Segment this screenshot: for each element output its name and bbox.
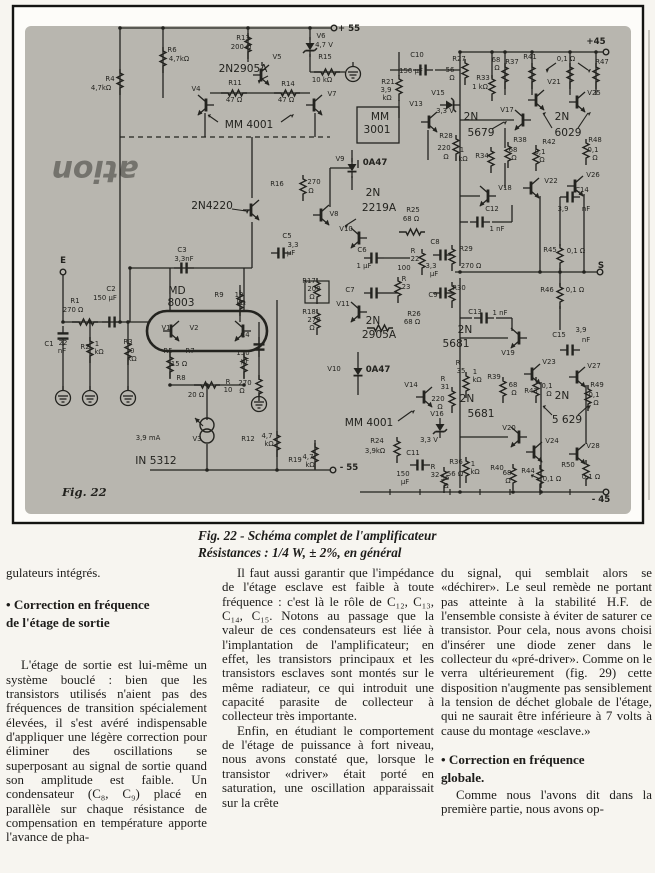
component-label: 1 nF <box>492 309 508 317</box>
junction-dot <box>594 50 598 54</box>
component-label: R <box>430 463 436 471</box>
component-label: S <box>597 261 605 271</box>
junction-dot <box>458 490 462 494</box>
component-label: 68 Ω <box>403 318 421 326</box>
component-label: 220 <box>437 144 451 152</box>
component-label: 0,1 <box>587 146 599 154</box>
component-label: - 45 <box>591 495 611 505</box>
page-edge-artifact <box>648 30 650 500</box>
component-label: 2N <box>457 324 473 336</box>
junction-dot <box>308 26 312 30</box>
component-label: R2 <box>80 343 90 351</box>
component-label: 200 Ω <box>230 43 252 51</box>
body-paragraph: Comme nous l'avons dit dans la première partie, nous avons op- <box>441 788 652 817</box>
component-label: kΩ <box>382 94 392 102</box>
component-label: R30 <box>452 284 466 292</box>
component-label: Ω <box>593 399 599 407</box>
junction-dot <box>558 270 562 274</box>
component-label: 68 Ω <box>402 215 420 223</box>
component-label: 150 µF <box>399 67 423 75</box>
body-paragraph: Enfin, en étudiant le comportement de l'étage de puissance à fort niveau, nous avons constaté que, lorsque le transistor «driver» était porté en saturation, une oscillation apparaissait sur la crête <box>222 723 434 810</box>
component-label: 3001 <box>363 124 391 136</box>
component-label: 8003 <box>167 297 195 309</box>
junction-dot <box>126 320 130 324</box>
component-label: 68 <box>508 146 518 154</box>
junction-dot <box>88 320 92 324</box>
component-label: R16 <box>270 180 284 188</box>
component-label: 3,3 <box>425 262 437 270</box>
component-label: V20 <box>502 424 516 432</box>
component-label: R34 <box>475 152 489 160</box>
junction-dot <box>161 26 165 30</box>
component-label: V10 <box>339 225 353 233</box>
component-label: 2N2905A <box>218 63 268 75</box>
component-label: 220 <box>431 395 445 403</box>
component-label: µF <box>429 270 439 278</box>
component-label: C5 <box>282 232 292 240</box>
junction-dot <box>246 26 250 30</box>
terminal <box>60 269 66 275</box>
component-label: 2N <box>459 393 475 405</box>
component-label: Ω <box>443 153 449 161</box>
component-label: R12 <box>241 435 255 443</box>
component-label: V11 <box>336 300 350 308</box>
component-label: kΩ <box>127 355 137 363</box>
junction-dot <box>539 490 543 494</box>
component-label: C15 <box>552 331 566 339</box>
component-label: MD <box>168 285 186 297</box>
component-label: R39 <box>487 373 501 381</box>
print-showthrough: ation <box>51 153 139 188</box>
body-paragraph: L'étage de sortie est lui-même un système bouclé : bien que les transistors utilisés n'aient pas des fréquences de transition spécialement élevées, il s'est avéré indispensable d'appliquer une légère correction pour éliminer des oscillations se superposant au signal de sortie quand son amplitude est faible. Un condensateur (C₈, C₉) placé en parallèle sur chaque résistance de compensation en température apporte l'avance de pha- <box>6 658 207 845</box>
component-label: R29 <box>459 245 473 253</box>
component-label: R49 <box>590 381 604 389</box>
component-label: C11 <box>406 449 420 457</box>
component-label: V22 <box>544 177 558 185</box>
component-label: V16 <box>430 410 444 418</box>
junction-dot <box>275 468 279 472</box>
component-label: IN 5312 <box>135 455 177 467</box>
component-label: 3,3 <box>287 241 299 249</box>
component-label: kΩ <box>472 376 482 384</box>
component-label: R44 <box>521 467 535 475</box>
component-label: V5 <box>272 53 282 61</box>
component-label: R18 <box>302 308 316 316</box>
component-label: 35 <box>456 367 466 375</box>
component-label: - 55 <box>339 463 359 473</box>
paragraph-continuation: gulateurs intégrés. <box>6 566 101 580</box>
component-label: Ω <box>539 156 545 164</box>
component-label: Ω <box>592 154 598 162</box>
component-label: 0,1 Ω <box>566 247 586 255</box>
component-label: kΩ <box>458 155 468 163</box>
body-paragraph: du signal, qui semblait alors se «déchirer». Le seul remède ne portant pas atteinte à la stabilité H.F. de l'ensemble consiste à éviter de saturer ce transistor. Pour cela, nous avons choisi d'insérer une diode zener dans le collecteur du «pré-driver». Comme on le verra ultérieurement (fig. 29) cette disposition n'augmente pas sensiblement la tension de déchet globale de l'étage, qui ne saurait être inférieure à 7 volts à cause du montage «esclave.» <box>441 566 652 738</box>
component-label: R15 <box>318 53 332 61</box>
junction-dot <box>511 490 515 494</box>
junction-dot <box>61 320 65 324</box>
component-label: 5 629 <box>551 414 583 426</box>
component-label: R50 <box>561 461 575 469</box>
component-label: V3 <box>192 435 202 443</box>
terminal <box>330 467 336 473</box>
component-label: C10 <box>410 51 424 59</box>
component-label: R43 <box>524 387 538 395</box>
component-label: R <box>455 359 461 367</box>
component-label: 4,7 <box>302 453 314 461</box>
component-label: 270 Ω <box>460 262 482 270</box>
component-label: R26 <box>407 310 421 318</box>
component-label: R33 <box>476 74 490 82</box>
component-label: 5679 <box>467 127 495 139</box>
component-label: R24 <box>370 437 384 445</box>
component-label: 2905A <box>361 329 397 341</box>
component-label: 20 Ω <box>187 391 205 399</box>
component-label: 47 Ω <box>277 96 295 104</box>
component-label: C8 <box>430 238 440 246</box>
junction-dot <box>582 270 586 274</box>
component-label: R4 <box>105 75 115 83</box>
component-label: 270 <box>307 178 321 186</box>
component-label: C2 <box>106 285 116 293</box>
component-label: Ω <box>309 293 315 301</box>
component-label: R25 <box>406 206 420 214</box>
component-label: V21 <box>547 78 561 86</box>
component-label: kΩ <box>470 468 480 476</box>
figure-caption <box>198 527 436 561</box>
component-label: 0,1 Ω <box>556 55 576 63</box>
component-label: 4,7 V <box>315 41 333 49</box>
component-label: 200 <box>307 285 321 293</box>
component-label: 0A47 <box>362 158 388 168</box>
caption-line1: Fig. 22 - Schéma complet de l'amplificateur <box>198 528 437 543</box>
component-label: R1 <box>70 297 80 305</box>
heading-line: • Correction en fréquence <box>441 752 585 768</box>
component-label: 32 <box>430 471 440 479</box>
component-label: µF <box>286 249 296 257</box>
component-label: kΩ <box>236 299 246 307</box>
component-label: V14 <box>404 381 418 389</box>
component-label: 10 <box>234 291 244 299</box>
component-label: C14 <box>575 186 589 194</box>
component-label: R13 <box>236 34 250 42</box>
component-label: 2N4220 <box>191 200 233 212</box>
component-label: V18 <box>498 184 512 192</box>
junction-dot <box>538 270 542 274</box>
component-label: R5 <box>163 347 173 355</box>
junction-dot <box>118 26 122 30</box>
component-label: R7 <box>185 347 195 355</box>
component-label: MM <box>370 111 390 123</box>
component-label: MM 4001 <box>224 119 274 131</box>
component-label: + 55 <box>337 24 361 34</box>
component-label: Ω <box>239 387 245 395</box>
component-label: 47 Ω <box>225 96 243 104</box>
component-label: nF <box>581 205 591 213</box>
component-label: 1 <box>472 368 478 376</box>
component-label: MM 4001 <box>344 417 394 429</box>
component-label: C3 <box>177 246 187 254</box>
component-label: 56 <box>445 66 455 74</box>
component-label: C9 <box>428 291 438 299</box>
component-label: 100 <box>397 264 411 272</box>
terminal <box>331 25 337 31</box>
junction-dot <box>568 50 572 54</box>
junction-dot <box>118 320 122 324</box>
component-label: 23 <box>401 283 411 291</box>
caption-line2: Résistances : 1/4 W, ± 2%, en général <box>198 545 402 560</box>
component-label: V26 <box>586 171 600 179</box>
section-heading-output-stage <box>6 596 207 631</box>
component-label: 2N <box>463 111 479 123</box>
component-label: R6 <box>167 46 177 54</box>
component-label: 0,1 Ω <box>542 475 562 483</box>
component-label: 270 <box>238 379 252 387</box>
component-label: 2N <box>554 111 570 123</box>
component-label: 6029 <box>554 127 582 139</box>
text-column-1 <box>6 566 207 845</box>
component-label: R46 <box>540 286 554 294</box>
component-label: 3,9kΩ <box>364 447 386 455</box>
component-label: Ω <box>511 154 517 162</box>
text-column-2 <box>222 566 434 810</box>
component-label: V25 <box>587 89 601 97</box>
component-label: 0,1 Ω <box>565 286 585 294</box>
component-label: 56 <box>440 474 450 482</box>
component-label: V23 <box>542 358 556 366</box>
component-label: V15 <box>431 89 445 97</box>
component-label: R37 <box>505 58 519 66</box>
junction-dot <box>503 50 507 54</box>
component-label: R <box>440 375 446 383</box>
component-label: nF <box>581 336 591 344</box>
component-label: R42 <box>542 138 556 146</box>
section-heading-global-correction <box>441 751 652 786</box>
component-label: C12 <box>485 205 499 213</box>
component-label: 1 <box>94 340 100 348</box>
component-label: 56 Ω <box>446 470 464 478</box>
component-label: 10 <box>223 386 233 394</box>
component-label: R <box>225 378 231 386</box>
component-label: 1 <box>459 146 465 154</box>
component-label: 3,3 V <box>420 436 438 444</box>
component-label: 3,9 <box>575 326 587 334</box>
component-label: E <box>60 256 66 266</box>
component-label: Ω <box>511 389 517 397</box>
heading-line: globale. <box>441 769 485 785</box>
component-label: R3 <box>123 338 133 346</box>
component-label: 3,3 V <box>436 107 454 115</box>
component-label: 3,9 <box>380 86 392 94</box>
component-label: 2219A <box>361 202 397 214</box>
component-label: V6 <box>316 32 326 40</box>
junction-dot <box>205 468 209 472</box>
component-label: µF <box>240 357 250 365</box>
body-paragraph: Il faut aussi garantir que l'impédance de l'étage esclave est faible à toute fréquence : c'est là le rôle de C₁₂, C₁₃, C₁₄, C₁₅. Notons au passage que la valeur de ces condensateurs est liée à l'implantation de l'amplificateur; en effet, les transistors principaux et les transistors esclaves sont montés sur le même radiateur, ce qui introduit une capacité parasite de collecteur à collecteur très importante. <box>222 566 434 724</box>
component-label: R41 <box>523 53 537 61</box>
component-label: R17 <box>302 277 316 285</box>
component-label: Ω <box>505 477 511 485</box>
component-label: V9 <box>335 155 345 163</box>
component-label: 1 nF <box>489 225 505 233</box>
component-label: kΩ <box>264 440 274 448</box>
component-label: 5681 <box>442 338 470 350</box>
component-label: 0,1 <box>534 148 546 156</box>
component-label: 1 <box>470 460 476 468</box>
component-label: Fig. 22 <box>62 485 107 499</box>
component-label: R19 <box>288 456 302 464</box>
component-label: 3,3nF <box>174 255 194 263</box>
junction-dot <box>458 50 462 54</box>
component-label: 22 <box>58 339 68 347</box>
component-label: 68 <box>502 469 512 477</box>
component-label: R27 <box>452 55 466 63</box>
component-label: 3,9 mA <box>135 434 161 442</box>
component-label: 270 Ω <box>62 306 84 314</box>
component-label: R9 <box>214 291 224 299</box>
component-label: 4,7 <box>261 432 273 440</box>
component-label: +45 <box>586 37 606 47</box>
component-label: V2 <box>189 324 199 332</box>
component-label: V1 <box>161 324 171 332</box>
component-label: R <box>410 247 416 255</box>
junction-dot <box>490 50 494 54</box>
component-label: 270 <box>307 316 321 324</box>
junction-dot <box>128 266 132 270</box>
component-label: V17 <box>500 106 514 114</box>
component-label: V19 <box>501 349 515 357</box>
junction-dot <box>458 270 462 274</box>
component-label: C4 <box>240 331 250 339</box>
component-label: 150 <box>236 349 250 357</box>
component-label: Ω <box>546 390 552 398</box>
component-label: kΩ <box>305 461 315 469</box>
component-label: 0,1 <box>541 382 553 390</box>
component-label: R <box>401 275 407 283</box>
component-label: 0,1 <box>588 391 600 399</box>
text-column-3 <box>441 566 652 817</box>
component-label: V4 <box>191 85 201 93</box>
heading-line: de l'étage de sortie <box>6 614 110 630</box>
component-label: Ω <box>443 482 449 490</box>
component-label: 0A47 <box>365 365 391 375</box>
component-label: V8 <box>329 210 339 218</box>
component-label: 4,7kΩ <box>90 84 112 92</box>
component-label: 68 <box>508 381 518 389</box>
component-label: 1 kΩ <box>472 83 488 91</box>
component-label: R21 <box>381 78 395 86</box>
component-label: R40 <box>490 464 504 472</box>
component-label: C6 <box>357 246 367 254</box>
component-label: R45 <box>543 246 557 254</box>
terminal <box>603 49 609 55</box>
component-label: V28 <box>586 442 600 450</box>
component-label: 10 <box>125 347 135 355</box>
component-label: 1 µF <box>356 262 372 270</box>
component-label: 68 <box>491 56 501 64</box>
component-label: 0,1 Ω <box>581 473 601 481</box>
component-label: R48 <box>588 136 602 144</box>
component-label: R36 <box>449 458 463 466</box>
component-label: R38 <box>513 136 527 144</box>
component-label: kΩ <box>94 348 104 356</box>
component-label: C1 <box>44 340 54 348</box>
component-label: R28 <box>439 132 453 140</box>
component-label: nF <box>57 347 67 355</box>
component-label: V27 <box>587 362 601 370</box>
junction-dot <box>168 383 172 387</box>
junction-dot <box>205 383 209 387</box>
component-label: C7 <box>345 286 355 294</box>
component-label: 5681 <box>467 408 495 420</box>
component-label: C13 <box>468 308 482 316</box>
component-label: Ω <box>494 64 500 72</box>
component-label: V10 <box>327 365 341 373</box>
component-label: Ω <box>309 324 315 332</box>
terminal <box>603 489 609 495</box>
component-label: V24 <box>545 437 559 445</box>
component-label: Ω <box>308 187 314 195</box>
component-label: Ω <box>437 403 443 411</box>
component-label: 3,9 <box>557 205 569 213</box>
component-label: R47 <box>595 58 609 66</box>
component-label: 150 µF <box>93 294 117 302</box>
component-label: 4,7kΩ <box>168 55 190 63</box>
component-label: Ω <box>449 74 455 82</box>
component-label: V7 <box>327 90 337 98</box>
heading-line: • Correction en fréquence <box>6 597 150 613</box>
component-label: 2N <box>365 187 381 199</box>
component-label: 2N <box>554 390 570 402</box>
component-label: µF <box>400 478 410 486</box>
component-label: 2N <box>365 315 381 327</box>
component-label: 15 Ω <box>170 360 188 368</box>
component-label: V13 <box>409 100 423 108</box>
component-label: 10 kΩ <box>311 76 333 84</box>
component-label: 150 <box>396 470 410 478</box>
component-label: R11 <box>228 79 242 87</box>
component-label: R8 <box>176 374 186 382</box>
component-label: 22 <box>410 255 420 263</box>
component-label: R14 <box>281 80 295 88</box>
component-label: 31 <box>440 383 450 391</box>
